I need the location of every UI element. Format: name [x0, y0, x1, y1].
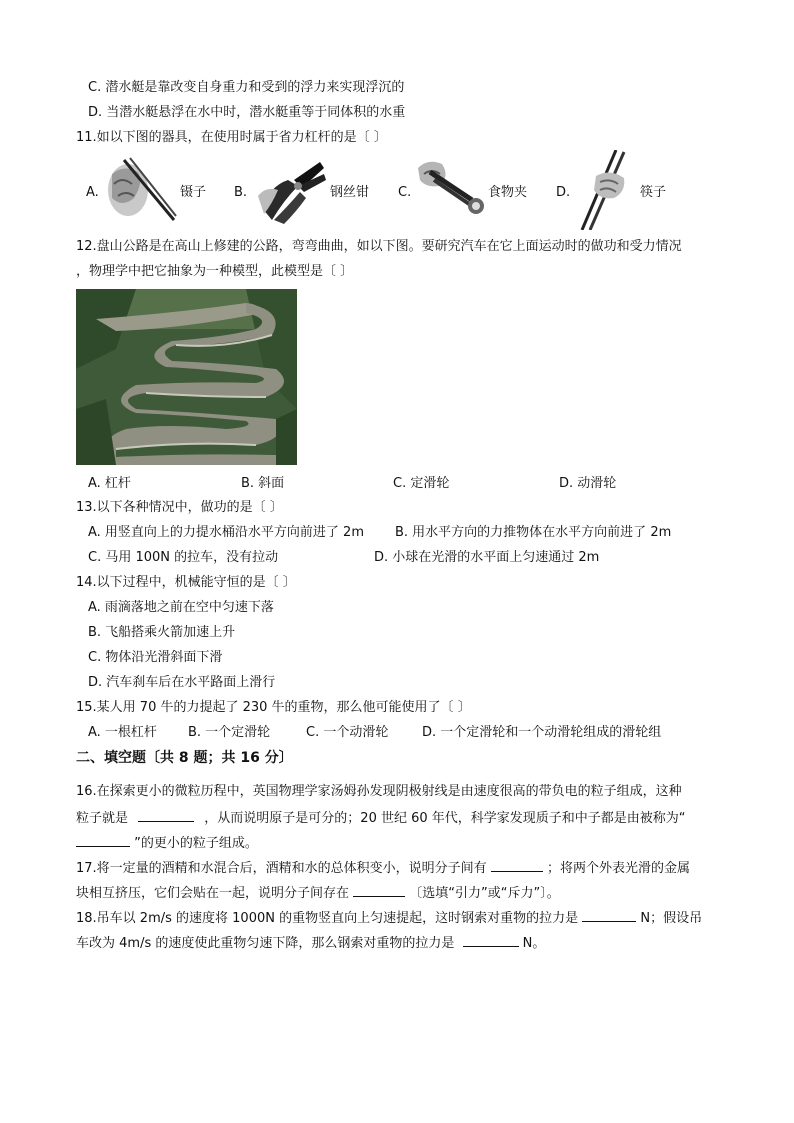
q16-line3-text: ”的更小的粒子组成。	[134, 836, 258, 851]
q16-line2-text-a: 粒子就是	[76, 811, 129, 826]
q11-option-b-letter: B.	[234, 185, 248, 200]
q12-option-b: B. 斜面	[241, 476, 285, 491]
q15-stem: 15.某人用 70 牛的力提起了 230 牛的重物，那么他可能使用了〔 〕	[76, 700, 471, 715]
q16-blank-2[interactable]	[76, 833, 130, 847]
q13-option-b: B. 用水平方向的力推物体在水平方向前进了 2m	[395, 525, 672, 540]
q15-option-b: B. 一个定滑轮	[188, 725, 271, 740]
q17-line1	[76, 858, 690, 878]
q18-blank-1[interactable]	[582, 908, 636, 922]
pliers-icon	[258, 156, 328, 224]
q11-option-a-label: 镊子	[180, 185, 207, 200]
q11-option-b-label: 钢丝钳	[330, 185, 370, 200]
q17-line2	[76, 883, 560, 903]
q16-blank-1[interactable]	[138, 808, 194, 822]
q17-line2-text-b: 〔选填“引力”或“斥力”〕。	[409, 886, 560, 901]
q14-option-a: A. 雨滴落地之前在空中匀速下落	[88, 600, 274, 615]
section-title-fill-in: 二、填空题〔共 8 题；共 16 分〕	[76, 750, 293, 766]
q18-line2-text-a: 车改为 4m/s 的速度使此重物匀速下降，那么钢索对重物的拉力是	[76, 936, 455, 951]
q18-line2-text-b: N。	[522, 936, 546, 951]
q16-line3	[76, 833, 258, 853]
q11-stem: 11.如以下图的器具，在使用时属于省力杠杆的是〔 〕	[76, 130, 387, 145]
q10-option-c: C. 潜水艇是靠改变自身重力和受到的浮力来实现浮沉的	[88, 80, 405, 95]
q17-blank-2[interactable]	[353, 883, 405, 897]
q12-stem-line1: 12.盘山公路是在高山上修建的公路，弯弯曲曲，如以下图。要研究汽车在它上面运动时的做功和受力情况	[76, 239, 682, 254]
q11-option-d-letter: D.	[556, 185, 571, 200]
q11-option-c-letter: C.	[398, 185, 412, 200]
q13-option-a: A. 用竖直向上的力提水桶沿水平方向前进了 2m	[88, 525, 364, 540]
q15-option-c: C. 一个动滑轮	[306, 725, 389, 740]
q14-stem: 14.以下过程中，机械能守恒的是〔 〕	[76, 575, 296, 590]
q10-option-d: D. 当潜水艇悬浮在水中时，潜水艇重等于同体积的水重	[88, 105, 406, 120]
chopsticks-icon	[576, 150, 636, 230]
q14-option-b: B. 飞船搭乘火箭加速上升	[88, 625, 236, 640]
q11-option-a-letter: A.	[86, 185, 99, 200]
q16-line2	[76, 808, 686, 828]
q14-option-d: D. 汽车刹车后在水平路面上滑行	[88, 675, 276, 690]
q14-option-c: C. 物体沿光滑斜面下滑	[88, 650, 223, 665]
q17-line2-text-a: 块相互挤压，它们会贴在一起，说明分子间存在	[76, 886, 350, 901]
q18-line1-text-a: 18.吊车以 2m/s 的速度将 1000N 的重物竖直向上匀速提起，这时钢索对重物的拉力是	[76, 911, 579, 926]
q11-option-d-label: 筷子	[640, 185, 667, 200]
q15-option-a: A. 一根杠杆	[88, 725, 157, 740]
q11-option-c-label: 食物夹	[488, 185, 528, 200]
q15-option-d: D. 一个定滑轮和一个动滑轮组成的滑轮组	[422, 725, 662, 740]
q17-line1-text-b: ；将两个外表光滑的金属	[546, 861, 690, 876]
q13-option-d: D. 小球在光滑的水平面上匀速通过 2m	[374, 550, 600, 565]
q18-line2	[76, 933, 545, 953]
q18-line1-text-b: N；假设吊	[640, 911, 703, 926]
q18-line1	[76, 908, 702, 928]
q13-option-c: C. 马用 100N 的拉车，没有拉动	[88, 550, 279, 565]
q16-line2-text-b: ，从而说明原子是可分的；20 世纪 60 年代，科学家发现质子和中子都是由被称为“	[204, 811, 686, 826]
q16-line1: 16.在探索更小的微粒历程中，英国物理学家汤姆孙发现阴极射线是由速度很高的带负电的粒子组成，这种	[76, 784, 682, 799]
mountain-road-photo	[76, 289, 297, 465]
q17-line1-text-a: 17.将一定量的酒精和水混合后，酒精和水的总体积变小，说明分子间有	[76, 861, 487, 876]
q12-option-d: D. 动滑轮	[559, 476, 617, 491]
q18-blank-2[interactable]	[463, 933, 519, 947]
q17-blank-1[interactable]	[491, 858, 543, 872]
q13-stem: 13.以下各种情况中，做功的是〔 〕	[76, 500, 283, 515]
food-tongs-icon	[414, 154, 488, 220]
q12-option-c: C. 定滑轮	[393, 476, 450, 491]
q12-stem-line2: ，物理学中把它抽象为一种模型，此模型是〔 〕	[76, 264, 354, 279]
q12-option-a: A. 杠杆	[88, 476, 131, 491]
tweezers-icon	[104, 154, 178, 224]
